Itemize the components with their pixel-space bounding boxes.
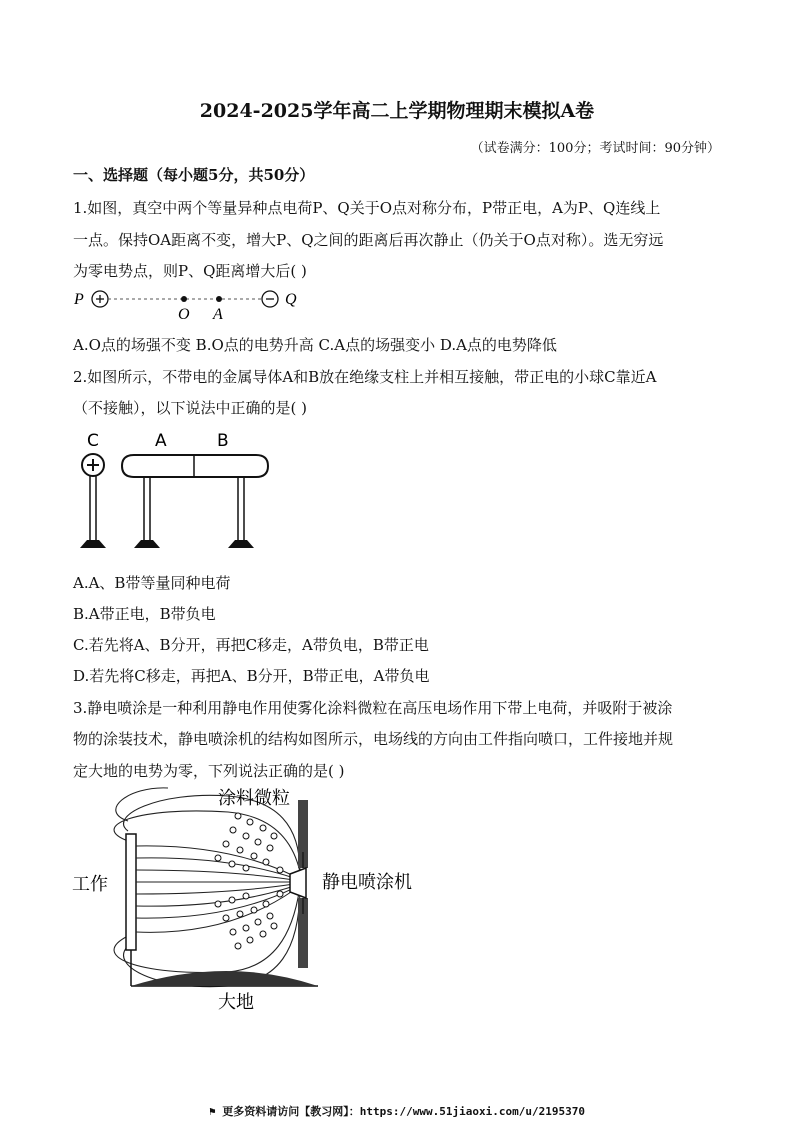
q2-line1: 2.如图所示，不带电的金属导体A和B放在绝缘支柱上并相互接触，带正电的小球C靠近A (73, 368, 657, 386)
q3-spray-figure (68, 786, 438, 1016)
q2-label-c: C (87, 431, 99, 451)
section-heading: 一、选择题（每小题5分，共50分） (73, 166, 315, 184)
q3-line2: 物的涂装技术，静电喷涂机的结构如图所示，电场线的方向由工件指向喷口，工件接地并规 (73, 730, 674, 748)
q3-label-ground: 大地 (218, 992, 254, 1013)
q3-label-particles: 涂料微粒 (218, 788, 290, 809)
q2-option-a: A.A、B带等量同种电荷 (73, 574, 231, 592)
footer-text: 更多资料请访问【教习网】：https://www.51jiaoxi.com/u/2195370 (222, 1105, 585, 1118)
q2-label-a: A (155, 431, 167, 451)
q1-line3: 为零电势点，则P、Q距离增大后( ) (73, 262, 307, 280)
nozzle-icon (290, 868, 306, 898)
insulating-stands (90, 476, 244, 540)
q3-label-machine: 静电喷涂机 (322, 872, 412, 893)
point-a-dot (216, 296, 222, 302)
point-o-dot (181, 296, 187, 302)
q1-label-p: P (74, 291, 84, 308)
q3-line3: 定大地的电势为零，下列说法正确的是( ) (73, 762, 345, 780)
q1-charge-figure (70, 286, 310, 322)
q2-option-d: D.若先将C移走，再把A、B分开，B带正电，A带负电 (73, 667, 430, 685)
q1-label-q: Q (285, 291, 297, 308)
conductor-ab (122, 455, 268, 477)
q2-line2: （不接触），以下说法中正确的是( ) (73, 399, 307, 417)
q1-options: A.O点的场强不变 B.O点的电势升高 C.A点的场强变小 D.A点的电势降低 (73, 336, 557, 354)
ground-mound (131, 971, 318, 986)
q2-label-b: B (217, 431, 229, 451)
paint-particles (215, 813, 283, 949)
flag-icon: ⚑ (209, 1105, 223, 1118)
footer-link[interactable] (0, 1103, 794, 1119)
q3-label-workpiece: 工作 (72, 874, 108, 895)
q1-label-o: O (178, 306, 190, 322)
q1-label-a: A (213, 306, 223, 322)
workpiece-plate (126, 834, 136, 950)
q1-line2: 一点。保持OA距离不变，增大P、Q之间的距离后再次静止（仍关于O点对称）。选无穷远 (73, 231, 664, 249)
q1-line1: 1.如图，真空中两个等量异种点电荷P、Q关于O点对称分布，P带正电，A为P、Q连线上 (73, 199, 661, 217)
q2-option-c: C.若先将A、B分开，再把C移走，A带负电，B带正电 (73, 636, 429, 654)
q2-option-b: B.A带正电，B带负电 (73, 605, 216, 623)
exam-info: （试卷满分：100分；考试时间：90分钟） (470, 141, 720, 156)
q3-line1: 3.静电喷涂是一种利用静电作用使雾化涂料微粒在高压电场作用下带上电荷，并吸附于被涂 (73, 699, 673, 717)
q2-conductor-figure (72, 428, 282, 552)
page-title: 2024-2025学年高二上学期物理期末模拟A卷 (199, 100, 595, 122)
